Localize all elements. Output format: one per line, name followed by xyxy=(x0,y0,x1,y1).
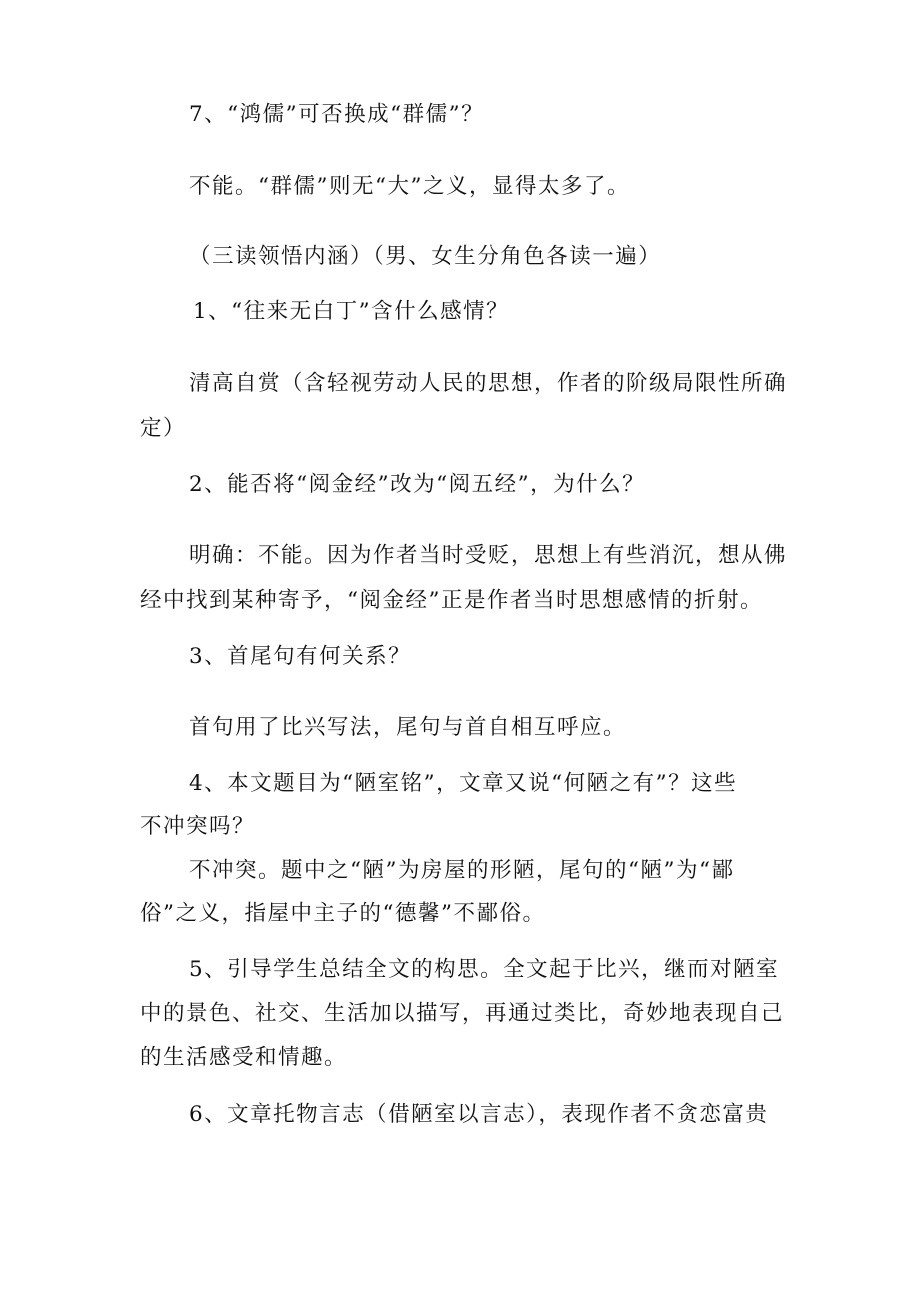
item-6-line-1: 6、文章托物言志（借陋室以言志），表现作者不贪恋富贵 xyxy=(189,1102,769,1127)
answer-7: 不能。“群儒”则无“大”之义，显得太多了。 xyxy=(189,174,630,199)
question-7: 7、“鸿儒”可否换成“群儒”？ xyxy=(189,102,485,127)
question-1: 1、“往来无白丁”含什么感情？ xyxy=(193,299,510,324)
question-4-line-2: 不冲突吗？ xyxy=(140,814,256,839)
question-4-line-1: 4、本文题目为“陋室铭”，文章又说“何陋之有”？这些 xyxy=(189,771,738,796)
answer-4-line-1: 不冲突。题中之“陋”为房屋的形陋，尾句的“陋”为“鄙 xyxy=(189,858,735,883)
answer-3: 首句用了比兴写法，尾句与首自相互呼应。 xyxy=(189,715,627,740)
answer-1-line-2: 定） xyxy=(140,416,187,441)
answer-4-line-2: 俗”之义，指屋中主子的“德馨”不鄙俗。 xyxy=(140,901,546,926)
item-5-line-2: 中的景色、社交、生活加以描写，再通过类比，奇妙地表现自己 xyxy=(140,1001,785,1026)
answer-2-line-2: 经中找到某种寄予，“阅金经”正是作者当时思想感情的折射。 xyxy=(140,588,763,613)
item-5-line-3: 的生活感受和情趣。 xyxy=(140,1045,348,1070)
item-5-line-1: 5、引导学生总结全文的构思。全文起于比兴，继而对陋室 xyxy=(189,957,780,982)
question-2: 2、能否将“阅金经”改为“阅五经”，为什么？ xyxy=(189,472,646,497)
answer-2-line-1: 明确：不能。因为作者当时受贬，思想上有些消沉，想从佛 xyxy=(189,543,788,568)
section-heading: （三读领悟内涵）（男、女生分角色各读一遍） xyxy=(189,244,662,269)
answer-1-line-1: 清高自赏（含轻视劳动人民的思想，作者的阶级局限性所确 xyxy=(189,371,788,396)
question-3: 3、首尾句有何关系？ xyxy=(189,644,412,669)
